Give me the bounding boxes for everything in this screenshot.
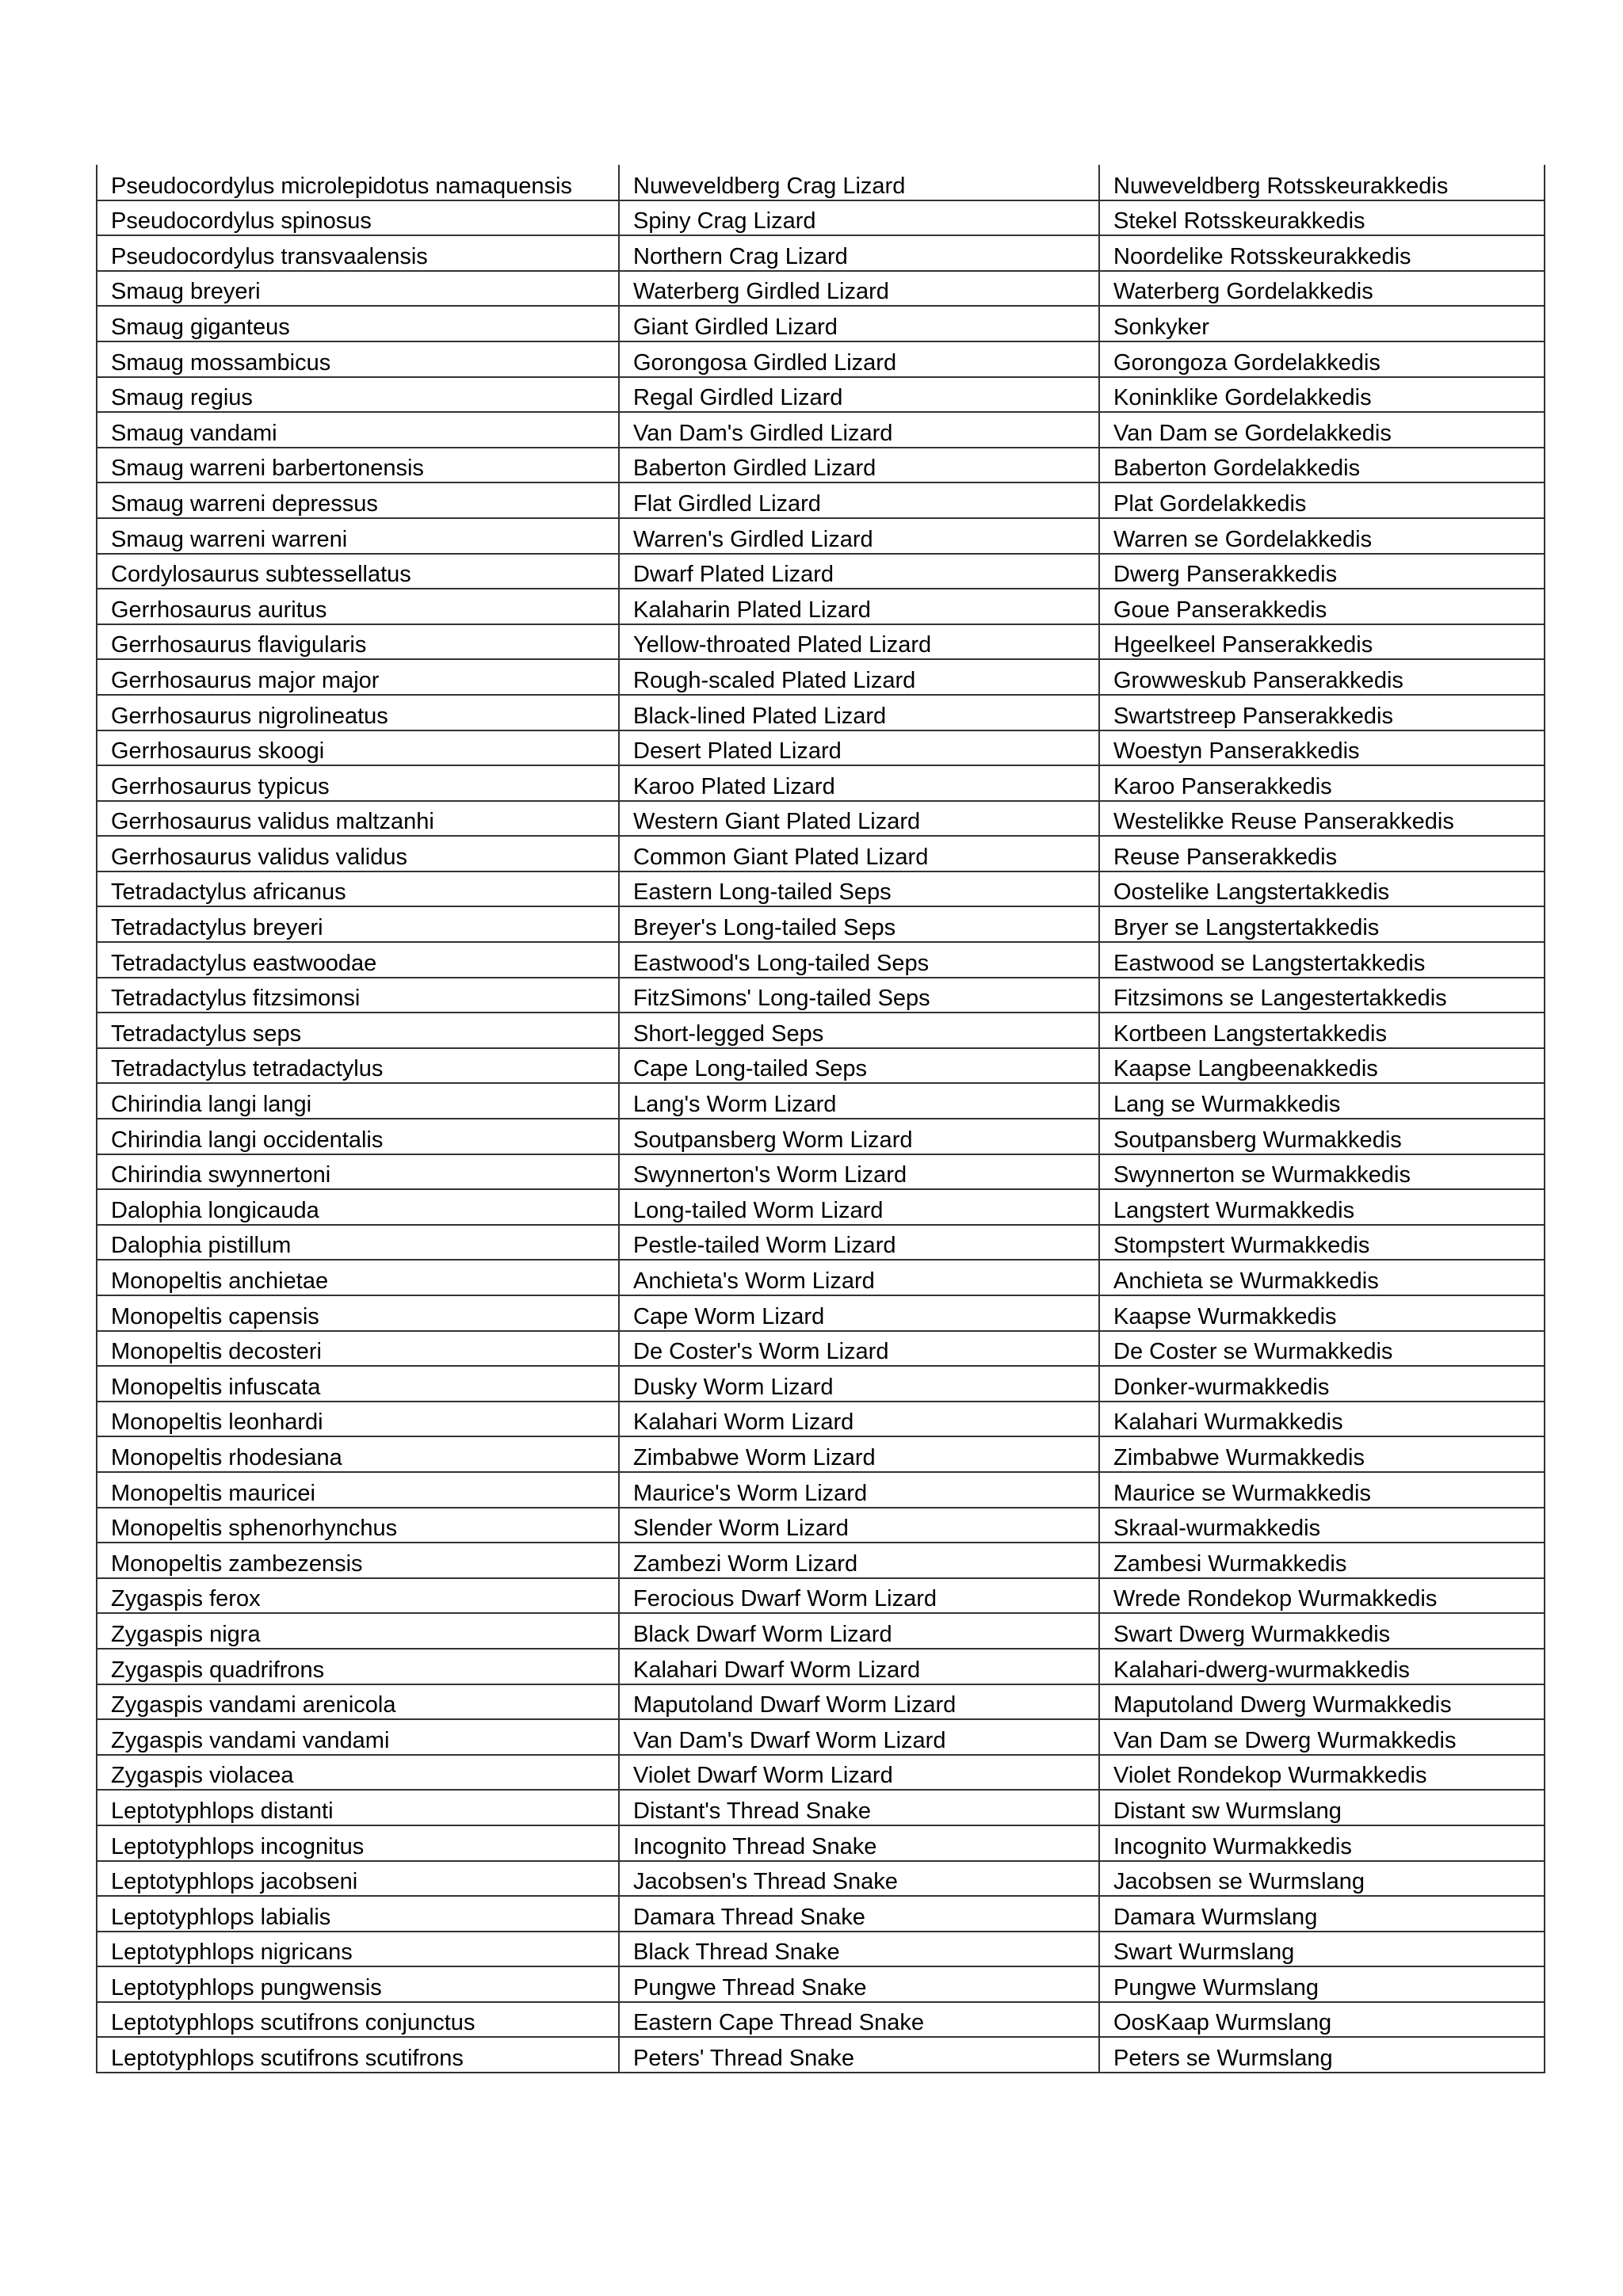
english-name-cell: Giant Girdled Lizard xyxy=(619,306,1099,341)
table-row xyxy=(97,482,1545,518)
scientific-name-cell: Gerrhosaurus nigrolineatus xyxy=(97,695,619,730)
table-row xyxy=(97,341,1545,377)
afrikaans-name-cell: Swart Dwerg Wurmakkedis xyxy=(1099,1613,1545,1649)
scientific-name-cell: Leptotyphlops pungwensis xyxy=(97,1966,619,2002)
scientific-name-cell: Chirindia langi langi xyxy=(97,1083,619,1119)
afrikaans-name-cell: Baberton Gordelakkedis xyxy=(1099,448,1545,483)
afrikaans-name-cell: Karoo Panserakkedis xyxy=(1099,765,1545,801)
table-row xyxy=(97,1825,1545,1861)
afrikaans-name-cell: Bryer se Langstertakkedis xyxy=(1099,906,1545,942)
table-row xyxy=(97,906,1545,942)
table-row xyxy=(97,1225,1545,1261)
afrikaans-name-cell: Hgeelkeel Panserakkedis xyxy=(1099,624,1545,660)
table-row xyxy=(97,730,1545,766)
english-name-cell: Rough-scaled Plated Lizard xyxy=(619,659,1099,695)
afrikaans-name-cell: Westelikke Reuse Panserakkedis xyxy=(1099,801,1545,837)
table-row xyxy=(97,1472,1545,1508)
scientific-name-cell: Cordylosaurus subtessellatus xyxy=(97,554,619,589)
table-row xyxy=(97,1719,1545,1755)
table-row xyxy=(97,165,1545,200)
english-name-cell: Pestle-tailed Worm Lizard xyxy=(619,1225,1099,1261)
english-name-cell: Incognito Thread Snake xyxy=(619,1825,1099,1861)
table-row xyxy=(97,1013,1545,1048)
english-name-cell: Maputoland Dwarf Worm Lizard xyxy=(619,1684,1099,1720)
afrikaans-name-cell: Swartstreep Panserakkedis xyxy=(1099,695,1545,730)
scientific-name-cell: Leptotyphlops distanti xyxy=(97,1790,619,1825)
english-name-cell: Violet Dwarf Worm Lizard xyxy=(619,1755,1099,1791)
afrikaans-name-cell: Kaapse Wurmakkedis xyxy=(1099,1295,1545,1331)
afrikaans-name-cell: Soutpansberg Wurmakkedis xyxy=(1099,1119,1545,1154)
table-row xyxy=(97,1932,1545,1967)
english-name-cell: Karoo Plated Lizard xyxy=(619,765,1099,801)
afrikaans-name-cell: Dwerg Panserakkedis xyxy=(1099,554,1545,589)
scientific-name-cell: Tetradactylus fitzsimonsi xyxy=(97,978,619,1013)
afrikaans-name-cell: Waterberg Gordelakkedis xyxy=(1099,271,1545,307)
species-table-body xyxy=(97,165,1545,2073)
english-name-cell: Dwarf Plated Lizard xyxy=(619,554,1099,589)
scientific-name-cell: Dalophia pistillum xyxy=(97,1225,619,1261)
scientific-name-cell: Pseudocordylus spinosus xyxy=(97,200,619,236)
afrikaans-name-cell: Stompstert Wurmakkedis xyxy=(1099,1225,1545,1261)
table-row xyxy=(97,871,1545,907)
table-row xyxy=(97,1331,1545,1367)
english-name-cell: Yellow-throated Plated Lizard xyxy=(619,624,1099,660)
english-name-cell: Cape Long-tailed Seps xyxy=(619,1048,1099,1084)
scientific-name-cell: Smaug breyeri xyxy=(97,271,619,307)
table-row xyxy=(97,1154,1545,1190)
afrikaans-name-cell: Damara Wurmslang xyxy=(1099,1896,1545,1932)
afrikaans-name-cell: Lang se Wurmakkedis xyxy=(1099,1083,1545,1119)
table-row xyxy=(97,1366,1545,1402)
scientific-name-cell: Leptotyphlops labialis xyxy=(97,1896,619,1932)
table-row xyxy=(97,624,1545,660)
table-row xyxy=(97,836,1545,871)
table-row xyxy=(97,448,1545,483)
english-name-cell: Pungwe Thread Snake xyxy=(619,1966,1099,2002)
afrikaans-name-cell: Nuweveldberg Rotsskeurakkedis xyxy=(1099,165,1545,200)
scientific-name-cell: Zygaspis ferox xyxy=(97,1578,619,1614)
table-row xyxy=(97,1755,1545,1791)
scientific-name-cell: Chirindia swynnertoni xyxy=(97,1154,619,1190)
table-row xyxy=(97,271,1545,307)
afrikaans-name-cell: Growweskub Panserakkedis xyxy=(1099,659,1545,695)
afrikaans-name-cell: Goue Panserakkedis xyxy=(1099,589,1545,624)
afrikaans-name-cell: Sonkyker xyxy=(1099,306,1545,341)
table-row xyxy=(97,377,1545,413)
scientific-name-cell: Gerrhosaurus typicus xyxy=(97,765,619,801)
english-name-cell: Jacobsen's Thread Snake xyxy=(619,1861,1099,1897)
scientific-name-cell: Leptotyphlops scutifrons conjunctus xyxy=(97,2002,619,2038)
table-row xyxy=(97,1436,1545,1472)
scientific-name-cell: Gerrhosaurus validus maltzanhi xyxy=(97,801,619,837)
scientific-name-cell: Smaug regius xyxy=(97,377,619,413)
english-name-cell: Distant's Thread Snake xyxy=(619,1790,1099,1825)
scientific-name-cell: Chirindia langi occidentalis xyxy=(97,1119,619,1154)
scientific-name-cell: Leptotyphlops nigricans xyxy=(97,1932,619,1967)
scientific-name-cell: Monopeltis leonhardi xyxy=(97,1402,619,1437)
scientific-name-cell: Pseudocordylus transvaalensis xyxy=(97,235,619,271)
scientific-name-cell: Pseudocordylus microlepidotus namaquensis xyxy=(97,165,619,200)
english-name-cell: Eastern Long-tailed Seps xyxy=(619,871,1099,907)
table-row xyxy=(97,1649,1545,1684)
scientific-name-cell: Monopeltis zambezensis xyxy=(97,1543,619,1578)
afrikaans-name-cell: Jacobsen se Wurmslang xyxy=(1099,1861,1545,1897)
english-name-cell: De Coster's Worm Lizard xyxy=(619,1331,1099,1367)
scientific-name-cell: Gerrhosaurus skoogi xyxy=(97,730,619,766)
afrikaans-name-cell: OosKaap Wurmslang xyxy=(1099,2002,1545,2038)
afrikaans-name-cell: Van Dam se Gordelakkedis xyxy=(1099,412,1545,448)
afrikaans-name-cell: Fitzsimons se Langestertakkedis xyxy=(1099,978,1545,1013)
afrikaans-name-cell: Kalahari Wurmakkedis xyxy=(1099,1402,1545,1437)
table-row xyxy=(97,801,1545,837)
english-name-cell: Ferocious Dwarf Worm Lizard xyxy=(619,1578,1099,1614)
table-row xyxy=(97,659,1545,695)
afrikaans-name-cell: Kaapse Langbeenakkedis xyxy=(1099,1048,1545,1084)
english-name-cell: Lang's Worm Lizard xyxy=(619,1083,1099,1119)
table-row xyxy=(97,1966,1545,2002)
afrikaans-name-cell: Langstert Wurmakkedis xyxy=(1099,1189,1545,1225)
english-name-cell: Desert Plated Lizard xyxy=(619,730,1099,766)
scientific-name-cell: Dalophia longicauda xyxy=(97,1189,619,1225)
table-row xyxy=(97,765,1545,801)
english-name-cell: Zimbabwe Worm Lizard xyxy=(619,1436,1099,1472)
table-row xyxy=(97,1508,1545,1543)
scientific-name-cell: Leptotyphlops scutifrons scutifrons xyxy=(97,2037,619,2073)
table-row xyxy=(97,1295,1545,1331)
scientific-name-cell: Monopeltis decosteri xyxy=(97,1331,619,1367)
scientific-name-cell: Zygaspis vandami vandami xyxy=(97,1719,619,1755)
scientific-name-cell: Gerrhosaurus validus validus xyxy=(97,836,619,871)
english-name-cell: Anchieta's Worm Lizard xyxy=(619,1260,1099,1295)
afrikaans-name-cell: Donker-wurmakkedis xyxy=(1099,1366,1545,1402)
scientific-name-cell: Monopeltis infuscata xyxy=(97,1366,619,1402)
scientific-name-cell: Tetradactylus breyeri xyxy=(97,906,619,942)
english-name-cell: FitzSimons' Long-tailed Seps xyxy=(619,978,1099,1013)
scientific-name-cell: Zygaspis quadrifrons xyxy=(97,1649,619,1684)
english-name-cell: Waterberg Girdled Lizard xyxy=(619,271,1099,307)
english-name-cell: Kalahari Worm Lizard xyxy=(619,1402,1099,1437)
scientific-name-cell: Monopeltis mauricei xyxy=(97,1472,619,1508)
table-row xyxy=(97,1189,1545,1225)
afrikaans-name-cell: Swynnerton se Wurmakkedis xyxy=(1099,1154,1545,1190)
english-name-cell: Common Giant Plated Lizard xyxy=(619,836,1099,871)
scientific-name-cell: Smaug warreni depressus xyxy=(97,482,619,518)
scientific-name-cell: Gerrhosaurus auritus xyxy=(97,589,619,624)
afrikaans-name-cell: Warren se Gordelakkedis xyxy=(1099,518,1545,554)
table-row xyxy=(97,589,1545,624)
afrikaans-name-cell: Incognito Wurmakkedis xyxy=(1099,1825,1545,1861)
english-name-cell: Short-legged Seps xyxy=(619,1013,1099,1048)
scientific-name-cell: Zygaspis nigra xyxy=(97,1613,619,1649)
table-row xyxy=(97,518,1545,554)
scientific-name-cell: Gerrhosaurus major major xyxy=(97,659,619,695)
table-row xyxy=(97,978,1545,1013)
english-name-cell: Dusky Worm Lizard xyxy=(619,1366,1099,1402)
afrikaans-name-cell: Anchieta se Wurmakkedis xyxy=(1099,1260,1545,1295)
afrikaans-name-cell: Eastwood se Langstertakkedis xyxy=(1099,942,1545,978)
english-name-cell: Gorongosa Girdled Lizard xyxy=(619,341,1099,377)
table-row xyxy=(97,1578,1545,1614)
scientific-name-cell: Monopeltis rhodesiana xyxy=(97,1436,619,1472)
scientific-name-cell: Tetradactylus seps xyxy=(97,1013,619,1048)
afrikaans-name-cell: De Coster se Wurmakkedis xyxy=(1099,1331,1545,1367)
scientific-name-cell: Tetradactylus tetradactylus xyxy=(97,1048,619,1084)
english-name-cell: Breyer's Long-tailed Seps xyxy=(619,906,1099,942)
table-row xyxy=(97,306,1545,341)
scientific-name-cell: Smaug vandami xyxy=(97,412,619,448)
afrikaans-name-cell: Plat Gordelakkedis xyxy=(1099,482,1545,518)
afrikaans-name-cell: Noordelike Rotsskeurakkedis xyxy=(1099,235,1545,271)
afrikaans-name-cell: Oostelike Langstertakkedis xyxy=(1099,871,1545,907)
table-row xyxy=(97,1260,1545,1295)
afrikaans-name-cell: Distant sw Wurmslang xyxy=(1099,1790,1545,1825)
afrikaans-name-cell: Swart Wurmslang xyxy=(1099,1932,1545,1967)
table-row xyxy=(97,1896,1545,1932)
scientific-name-cell: Zygaspis violacea xyxy=(97,1755,619,1791)
scientific-name-cell: Leptotyphlops jacobseni xyxy=(97,1861,619,1897)
english-name-cell: Western Giant Plated Lizard xyxy=(619,801,1099,837)
table-row xyxy=(97,1613,1545,1649)
english-name-cell: Black-lined Plated Lizard xyxy=(619,695,1099,730)
english-name-cell: Baberton Girdled Lizard xyxy=(619,448,1099,483)
scientific-name-cell: Tetradactylus africanus xyxy=(97,871,619,907)
table-row xyxy=(97,942,1545,978)
afrikaans-name-cell: Koninklike Gordelakkedis xyxy=(1099,377,1545,413)
english-name-cell: Long-tailed Worm Lizard xyxy=(619,1189,1099,1225)
scientific-name-cell: Monopeltis anchietae xyxy=(97,1260,619,1295)
english-name-cell: Spiny Crag Lizard xyxy=(619,200,1099,236)
scientific-name-cell: Monopeltis capensis xyxy=(97,1295,619,1331)
table-row xyxy=(97,1684,1545,1720)
scientific-name-cell: Zygaspis vandami arenicola xyxy=(97,1684,619,1720)
table-row xyxy=(97,554,1545,589)
afrikaans-name-cell: Zambesi Wurmakkedis xyxy=(1099,1543,1545,1578)
english-name-cell: Peters' Thread Snake xyxy=(619,2037,1099,2073)
english-name-cell: Black Thread Snake xyxy=(619,1932,1099,1967)
english-name-cell: Kalahari Dwarf Worm Lizard xyxy=(619,1649,1099,1684)
scientific-name-cell: Leptotyphlops incognitus xyxy=(97,1825,619,1861)
table-row xyxy=(97,200,1545,236)
afrikaans-name-cell: Van Dam se Dwerg Wurmakkedis xyxy=(1099,1719,1545,1755)
afrikaans-name-cell: Kortbeen Langstertakkedis xyxy=(1099,1013,1545,1048)
english-name-cell: Swynnerton's Worm Lizard xyxy=(619,1154,1099,1190)
english-name-cell: Nuweveldberg Crag Lizard xyxy=(619,165,1099,200)
afrikaans-name-cell: Gorongoza Gordelakkedis xyxy=(1099,341,1545,377)
english-name-cell: Northern Crag Lizard xyxy=(619,235,1099,271)
species-names-table xyxy=(96,165,1545,2073)
table-row xyxy=(97,1402,1545,1437)
scientific-name-cell: Smaug warreni warreni xyxy=(97,518,619,554)
table-row xyxy=(97,1543,1545,1578)
table-row xyxy=(97,2002,1545,2038)
table-row xyxy=(97,1790,1545,1825)
english-name-cell: Eastern Cape Thread Snake xyxy=(619,2002,1099,2038)
english-name-cell: Flat Girdled Lizard xyxy=(619,482,1099,518)
scientific-name-cell: Smaug warreni barbertonensis xyxy=(97,448,619,483)
table-row xyxy=(97,1048,1545,1084)
scientific-name-cell: Gerrhosaurus flavigularis xyxy=(97,624,619,660)
afrikaans-name-cell: Woestyn Panserakkedis xyxy=(1099,730,1545,766)
table-row xyxy=(97,1119,1545,1154)
english-name-cell: Kalaharin Plated Lizard xyxy=(619,589,1099,624)
afrikaans-name-cell: Kalahari-dwerg-wurmakkedis xyxy=(1099,1649,1545,1684)
english-name-cell: Van Dam's Dwarf Worm Lizard xyxy=(619,1719,1099,1755)
scientific-name-cell: Tetradactylus eastwoodae xyxy=(97,942,619,978)
afrikaans-name-cell: Maurice se Wurmakkedis xyxy=(1099,1472,1545,1508)
table-row xyxy=(97,1083,1545,1119)
english-name-cell: Eastwood's Long-tailed Seps xyxy=(619,942,1099,978)
afrikaans-name-cell: Stekel Rotsskeurakkedis xyxy=(1099,200,1545,236)
afrikaans-name-cell: Reuse Panserakkedis xyxy=(1099,836,1545,871)
table-row xyxy=(97,412,1545,448)
english-name-cell: Regal Girdled Lizard xyxy=(619,377,1099,413)
afrikaans-name-cell: Peters se Wurmslang xyxy=(1099,2037,1545,2073)
table-row xyxy=(97,1861,1545,1897)
afrikaans-name-cell: Skraal-wurmakkedis xyxy=(1099,1508,1545,1543)
table-row xyxy=(97,235,1545,271)
english-name-cell: Zambezi Worm Lizard xyxy=(619,1543,1099,1578)
english-name-cell: Damara Thread Snake xyxy=(619,1896,1099,1932)
afrikaans-name-cell: Pungwe Wurmslang xyxy=(1099,1966,1545,2002)
scientific-name-cell: Monopeltis sphenorhynchus xyxy=(97,1508,619,1543)
english-name-cell: Slender Worm Lizard xyxy=(619,1508,1099,1543)
scientific-name-cell: Smaug giganteus xyxy=(97,306,619,341)
english-name-cell: Maurice's Worm Lizard xyxy=(619,1472,1099,1508)
afrikaans-name-cell: Violet Rondekop Wurmakkedis xyxy=(1099,1755,1545,1791)
english-name-cell: Black Dwarf Worm Lizard xyxy=(619,1613,1099,1649)
afrikaans-name-cell: Maputoland Dwerg Wurmakkedis xyxy=(1099,1684,1545,1720)
afrikaans-name-cell: Zimbabwe Wurmakkedis xyxy=(1099,1436,1545,1472)
table-row xyxy=(97,695,1545,730)
afrikaans-name-cell: Wrede Rondekop Wurmakkedis xyxy=(1099,1578,1545,1614)
scientific-name-cell: Smaug mossambicus xyxy=(97,341,619,377)
english-name-cell: Cape Worm Lizard xyxy=(619,1295,1099,1331)
english-name-cell: Van Dam's Girdled Lizard xyxy=(619,412,1099,448)
english-name-cell: Soutpansberg Worm Lizard xyxy=(619,1119,1099,1154)
table-row xyxy=(97,2037,1545,2073)
english-name-cell: Warren's Girdled Lizard xyxy=(619,518,1099,554)
